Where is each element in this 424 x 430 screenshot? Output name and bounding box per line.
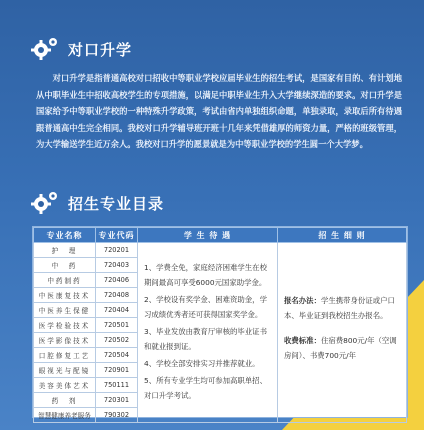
major-code: 720504 bbox=[96, 348, 138, 363]
major-code: 720406 bbox=[96, 273, 138, 288]
major-code: 720404 bbox=[96, 303, 138, 318]
major-code: 720408 bbox=[96, 288, 138, 303]
benefit-item: 5、所有专业学生均可参加高职单招、对口升学考试。 bbox=[144, 376, 267, 400]
rules-cell bbox=[278, 243, 407, 423]
header-rules: 招 生 细 则 bbox=[278, 228, 407, 243]
rule-label: 收费标准： bbox=[284, 335, 321, 345]
gear-icon bbox=[30, 34, 60, 64]
major-name: 医学影像技术 bbox=[34, 333, 96, 348]
intro-paragraph: 对口升学是指普通高校对口招收中等职业学校应届毕业生的招生考试，是国家有目的、有计划地从中职毕业生中招收高校学生的专项措施，以满足中职毕业生升入大学继续深造的要求。对口升学是国家给予中等职业学校的一种特殊升学政策，考试由省内单独组织命题，单独录取，录取后所有待遇跟普通高中生完全相同。我校对口升学辅导班开班十几年来凭借雄厚的师资力量，严格的班级管理，为大学输送学生近万余人。我校对口升学的愿景就是为中等职业学校的学生圆一个大学梦。 bbox=[36, 73, 402, 149]
major-code: 790302 bbox=[96, 408, 138, 423]
header-benefits: 学 生 待 遇 bbox=[138, 228, 278, 243]
major-name: 医学检验技术 bbox=[34, 318, 96, 333]
benefits-cell bbox=[138, 243, 278, 423]
major-name: 药 剂 bbox=[34, 393, 96, 408]
major-code: 720901 bbox=[96, 363, 138, 378]
rule-registration bbox=[284, 293, 400, 323]
major-name: 中药制药 bbox=[34, 273, 96, 288]
majors-table bbox=[32, 226, 408, 418]
benefit-item: 4、学校全部安排实习并推荐就业。 bbox=[144, 359, 260, 368]
gear-icon bbox=[30, 188, 60, 218]
rule-text: 住宿费800元/年（空调房间）、书费700元/年 bbox=[284, 335, 397, 360]
benefit-item: 2、学校设有奖学金、困难资助金，学习成绩优秀者还可获得国家奖学金。 bbox=[144, 295, 267, 319]
table-header-row bbox=[34, 228, 407, 243]
rule-label: 报名办法： bbox=[284, 295, 321, 305]
rule-fees bbox=[284, 333, 400, 363]
rule-text: 学生携带身份证或户口本、毕业证到我校招生办报名。 bbox=[284, 295, 395, 320]
section-title-majors: 招生专业目录 bbox=[68, 194, 165, 213]
table-row bbox=[34, 243, 407, 258]
section-title-admission: 对口升学 bbox=[68, 40, 133, 59]
major-name: 眼视光与配镜 bbox=[34, 363, 96, 378]
major-name: 中 药 bbox=[34, 258, 96, 273]
major-code: 720502 bbox=[96, 333, 138, 348]
major-code: 750111 bbox=[96, 378, 138, 393]
major-name: 口腔修复工艺 bbox=[34, 348, 96, 363]
major-name: 智慧健康养老服务 bbox=[34, 408, 96, 423]
header-major-name: 专业名称 bbox=[34, 228, 96, 243]
major-name: 中医养生保健 bbox=[34, 303, 96, 318]
major-code: 720403 bbox=[96, 258, 138, 273]
major-name: 美容美体艺术 bbox=[34, 378, 96, 393]
major-code: 720301 bbox=[96, 393, 138, 408]
benefit-item: 1、学费全免，家庭经济困难学生在校期间最高可享受6000元国家助学金。 bbox=[144, 263, 267, 287]
major-code: 720201 bbox=[96, 243, 138, 258]
major-code: 720501 bbox=[96, 318, 138, 333]
major-name: 护 理 bbox=[34, 243, 96, 258]
major-name: 中医康复技术 bbox=[34, 288, 96, 303]
benefit-item: 3、毕业发放由教育厅审核的毕业证书和就业报到证。 bbox=[144, 327, 267, 351]
header-major-code: 专业代码 bbox=[96, 228, 138, 243]
section-header-admission bbox=[30, 34, 132, 64]
section-header-majors bbox=[30, 188, 164, 218]
